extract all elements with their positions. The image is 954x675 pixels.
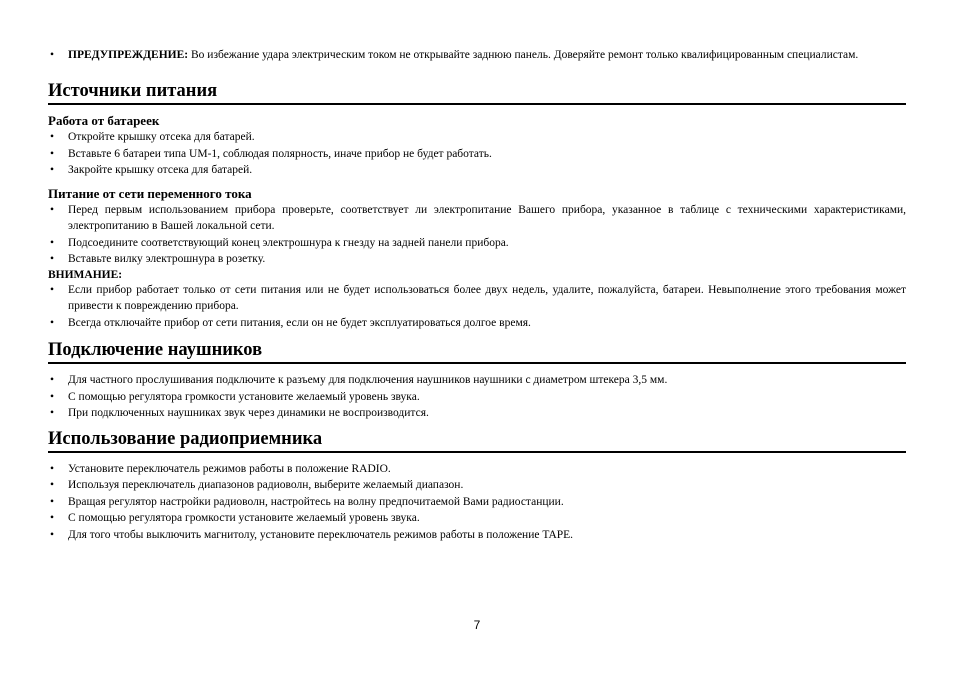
attention-title: ВНИМАНИЕ: bbox=[48, 268, 123, 281]
list-item: • Установите переключатель режимов работы в положение RADIO. bbox=[48, 461, 906, 478]
list-item: • Вставьте 6 батареи типа UM-1, соблюдая полярность, иначе прибор не будет работать. bbox=[48, 146, 906, 163]
list-item: • С помощью регулятора громкости установите желаемый уровень звука. bbox=[48, 389, 906, 406]
section-title-headphones: Подключение наушников bbox=[48, 339, 906, 364]
list-item: • Используя переключатель диапазонов радиоволн, выберите желаемый диапазон. bbox=[48, 477, 906, 494]
warning-label: ПРЕДУПРЕЖДЕНИЕ: bbox=[68, 49, 189, 61]
list-item: • При подключенных наушниках звук через динамики не воспроизводится. bbox=[48, 405, 906, 422]
attention-list bbox=[48, 282, 906, 332]
warning-text: Во избежание удара электрическим током не открывайте заднюю панель. Доверяйте ремонт только квалифицированным специалистам. bbox=[188, 49, 859, 61]
headphones-list bbox=[48, 372, 906, 422]
section-title-power: Источники питания bbox=[48, 80, 906, 105]
list-item: • Вставьте вилку электрошнура в розетку. bbox=[48, 251, 906, 268]
ac-list bbox=[48, 202, 906, 268]
subsection-title-ac: Питание от сети переменного тока bbox=[48, 185, 252, 201]
top-warning-list bbox=[48, 47, 906, 63]
list-item: • Для частного прослушивания подключите к разъему для подключения наушников наушники с диаметром штекера 3,5 мм. bbox=[48, 372, 906, 389]
battery-list bbox=[48, 129, 906, 179]
list-item: • Перед первым использованием прибора проверьте, соответствует ли электропитание Вашего прибора, указанное в таблице с техническими характеристиками, электропитанию в Вашей локальной сети. bbox=[48, 202, 906, 235]
page-number: 7 bbox=[473, 618, 481, 632]
section-title-radio: Использование радиоприемника bbox=[48, 428, 906, 453]
list-item: • С помощью регулятора громкости установите желаемый уровень звука. bbox=[48, 510, 906, 527]
radio-list bbox=[48, 461, 906, 544]
top-warning-item bbox=[48, 47, 906, 63]
list-item: • Подсоедините соответствующий конец электрошнура к гнезду на задней панели прибора. bbox=[48, 235, 906, 252]
list-item: • Закройте крышку отсека для батарей. bbox=[48, 162, 906, 179]
list-item: • Откройте крышку отсека для батарей. bbox=[48, 129, 906, 146]
manual-page bbox=[48, 47, 906, 543]
subsection-title-battery: Работа от батареек bbox=[48, 113, 160, 128]
list-item: • Если прибор работает только от сети питания или не будет использоваться более двух недель, удалите, пожалуйста, батареи. Невыполнение этого требования может привести к повреждению прибора. bbox=[48, 282, 906, 315]
list-item: • Вращая регулятор настройки радиоволн, настройтесь на волну предпочитаемой Вами радиостанции. bbox=[48, 494, 906, 511]
list-item: • Для того чтобы выключить магнитолу, установите переключатель режимов работы в положение TAPE. bbox=[48, 527, 906, 544]
list-item: • Всегда отключайте прибор от сети питания, если он не будет эксплуатироваться долгое время. bbox=[48, 315, 906, 332]
